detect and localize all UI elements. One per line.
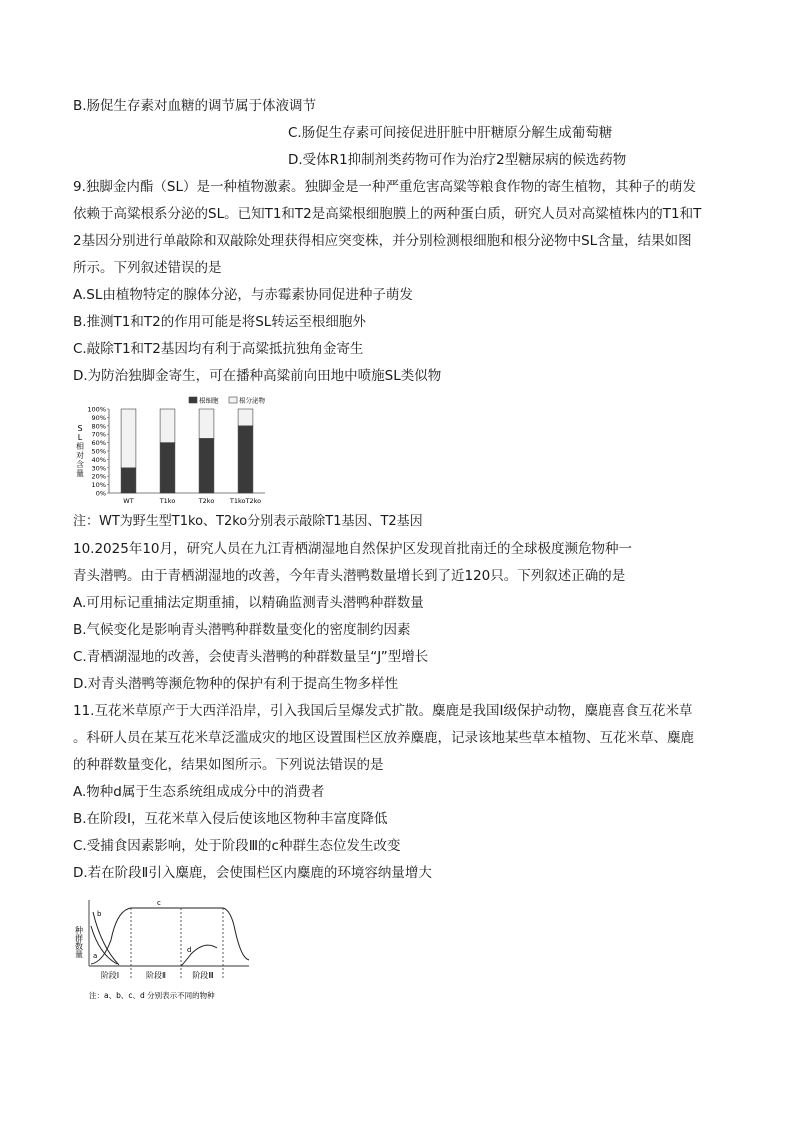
population-line-chart — [73, 896, 253, 1006]
curve-label-d: d — [187, 946, 192, 954]
q10-option-d: D.对青头潜鸭等濒危物种的保护有利于提高生物多样性 — [73, 676, 399, 692]
y-tick-label: 10% — [91, 481, 106, 490]
y-tick-label: 70% — [91, 430, 106, 439]
x-category-label: T1koT2ko — [229, 497, 262, 505]
legend-swatch-root-exudate — [229, 397, 237, 403]
q9-option-b: B.推测T1和T2的作用可能是将SL转运至根细胞外 — [73, 314, 366, 330]
y-tick-label: 100% — [87, 405, 106, 414]
q11-option-c: C.受捕食因素影响，处于阶段Ⅲ的c种群生态位发生改变 — [73, 838, 401, 854]
bar-root-exudate — [121, 409, 136, 468]
x-label-stage-3: 阶段Ⅲ — [192, 971, 214, 980]
q10-option-b: B.气候变化是影响青头潜鸭种群数量变化的密度制约因素 — [73, 622, 411, 638]
bar-root-exudate — [238, 409, 253, 426]
chart-note: 注：a、b、c、d 分别表示不同的物种 — [89, 991, 215, 1000]
q9-note: 注：WT为野生型T1ko、T2ko分别表示敲除T1基因、T2基因 — [73, 514, 423, 529]
q9-option-c: C.敲除T1和T2基因均有利于高粱抵抗独角金寄生 — [73, 341, 364, 357]
q11-stem-line-1: 11.互花米草原产于大西洋沿岸，引入我国后呈爆发式扩散。麋鹿是我国Ⅰ级保护动物，麋鹿喜食互花米草 — [73, 703, 693, 719]
bar-root-cell — [160, 443, 175, 493]
q8-option-b: B.肠促生存素对血糖的调节属于体液调节 — [73, 98, 317, 114]
q8-option-d: D.受体R1抑制剂类药物可作为治疗2型糖尿病的候选药物 — [288, 152, 627, 168]
q9-stem-line-2: 依赖于高粱根系分泌的SL。已知T1和T2是高粱根细胞膜上的两种蛋白质，研究人员对高粱植株内的T1和T — [73, 206, 702, 222]
x-label-stage-1: 阶段Ⅰ — [100, 971, 120, 980]
y-axis-title-char: 量 — [76, 469, 84, 478]
y-axis-title — [76, 424, 84, 478]
q10-stem-line-2: 青头潜鸭。由于青栖湖湿地的改善，今年青头潜鸭数量增长到了近120只。下列叙述正确的是 — [73, 568, 626, 584]
q9-option-d: D.为防治独脚金寄生，可在播种高粱前向田地中喷施SL类似物 — [73, 368, 442, 384]
curve-label-b: b — [97, 910, 102, 918]
q10-stem-line-1: 10.2025年10月，研究人员在九江青栖湖湿地自然保护区发现首批南迁的全球极度濒危物种一 — [73, 541, 633, 557]
q9-stem-line-4: 所示。下列叙述错误的是 — [73, 260, 222, 276]
y-tick-label: 60% — [91, 439, 106, 448]
y-tick-label: 50% — [91, 447, 106, 456]
y-tick-label: 20% — [91, 472, 106, 481]
bar-root-cell — [199, 438, 214, 493]
bar-root-exudate — [199, 409, 214, 438]
y-axis-title: 种群数量 — [74, 926, 84, 958]
q10-option-c: C.青栖湖湿地的改善，会使青头潜鸭的种群数量呈“J”型增长 — [73, 649, 429, 665]
x-category-label: WT — [123, 497, 134, 505]
x-category-label: T2ko — [198, 497, 215, 505]
chart-legend — [189, 396, 266, 405]
q11-option-d: D.若在阶段Ⅱ引入麋鹿，会使围栏区内麋鹿的环境容纳量增大 — [73, 865, 432, 881]
q11-stem-line-3: 的种群数量变化，结果如图所示。下列说法错误的是 — [73, 757, 384, 773]
y-axis-title-char: L — [77, 433, 83, 442]
y-tick-label: 0% — [95, 489, 106, 498]
curve-label-c: c — [157, 899, 161, 907]
q11-option-a: A.物种d属于生态系统组成成分中的消费者 — [73, 784, 325, 800]
curve-label-a: a — [93, 952, 98, 960]
legend-label: 根分泌物 — [239, 396, 265, 405]
legend-label: 根细胞 — [199, 396, 219, 405]
q11-option-b: B.在阶段Ⅰ，互花米草入侵后使该地区物种丰富度降低 — [73, 811, 388, 827]
q8-option-c: C.肠促生存素可间接促进肝脏中肝糖原分解生成葡萄糖 — [288, 125, 613, 141]
y-tick-label: 30% — [91, 464, 106, 473]
y-tick-label: 40% — [91, 455, 106, 464]
bar-root-exudate — [160, 409, 175, 443]
bar-root-cell — [238, 426, 253, 493]
x-category-label: T1ko — [159, 497, 176, 505]
y-axis-title-char: 对 — [76, 451, 84, 460]
bar-root-cell — [121, 468, 136, 493]
y-tick-label: 90% — [91, 413, 106, 422]
y-axis-title-char: 含 — [76, 460, 84, 469]
y-tick-label: 80% — [91, 422, 106, 431]
legend-swatch-root-cell — [189, 397, 197, 403]
q11-stem-line-2: 。科研人员在某互花米草泛滥成灾的地区设置围栏区放养麋鹿，记录该地某些草本植物、互花米草、麋鹿 — [73, 730, 694, 746]
x-label-stage-2: 阶段Ⅱ — [146, 971, 166, 980]
q9-option-a: A.SL由植物特定的腺体分泌，与赤霉素协同促进种子萌发 — [73, 287, 413, 303]
species-c-curve — [91, 908, 249, 964]
q9-stem-line-3: 2基因分别进行单敲除和双敲除处理获得相应突变株，并分别检测根细胞和根分泌物中SL含量，结果如图 — [73, 233, 692, 249]
q9-stem-line-1: 9.独脚金内酯（SL）是一种植物激素。独脚金是一种严重危害高粱等粮食作物的寄生植物，其种子的萌发 — [73, 179, 696, 195]
y-axis-title-char: 相 — [76, 442, 84, 451]
q10-option-a: A.可用标记重捕法定期重捕，以精确监测青头潜鸭种群数量 — [73, 595, 424, 611]
y-axis-title-char: S — [77, 424, 83, 433]
sl-bar-chart — [73, 393, 273, 511]
